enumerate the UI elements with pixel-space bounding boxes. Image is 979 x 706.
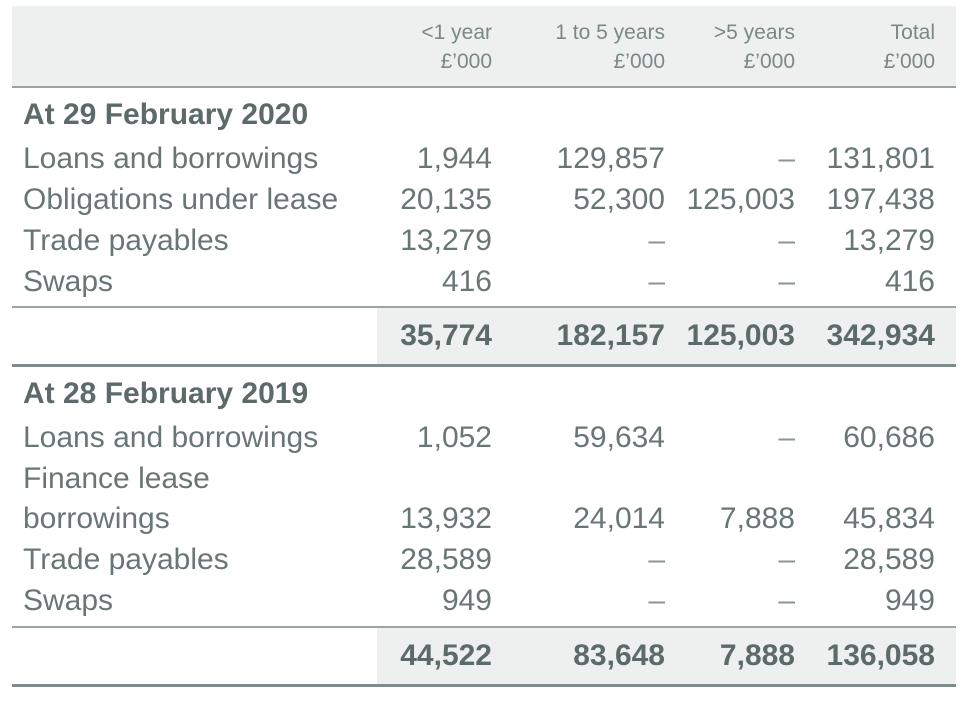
table-row [12,580,956,621]
table-header [12,6,956,88]
cell-total: 45,834 [843,502,935,535]
cell-1to5years: 52,300 [573,183,665,216]
header-unit: £’000 [440,50,492,73]
section-2019 [12,367,956,626]
cell-total: 131,801 [826,142,935,175]
header-unit: £’000 [743,50,795,73]
table-row [12,261,956,302]
row-label: Finance lease [23,462,210,495]
total-total: 342,934 [826,319,935,352]
cell-gt5years: – [778,421,795,454]
header-lt1year [377,18,492,76]
header-unit: £’000 [613,50,665,73]
cell-gt5years: – [778,142,795,175]
header-label: 1 to 5 years [555,21,665,44]
table-row [12,179,956,220]
row-label: Swaps [23,584,114,617]
total-lt1year: 44,522 [400,639,492,672]
table-row [12,220,956,261]
cell-1to5years: 24,014 [573,502,665,535]
section-title: At 28 February 2019 [23,377,309,410]
cell-1to5years: 59,634 [573,421,665,454]
row-label: borrowings [23,502,170,535]
liabilities-maturity-table [12,6,956,687]
cell-total: 197,438 [826,183,935,216]
cell-1to5years: – [648,543,665,576]
totals-row-2020 [12,306,956,367]
cell-lt1year: 1,944 [416,142,492,175]
total-1to5years: 182,157 [556,319,665,352]
cell-lt1year: 28,589 [400,543,492,576]
cell-gt5years: 7,888 [719,502,795,535]
table-row [12,417,956,458]
row-label: Obligations under lease [23,183,339,216]
cell-lt1year: 416 [441,265,492,298]
cell-total: 416 [884,265,935,298]
cell-total: 28,589 [843,543,935,576]
cell-lt1year: 13,279 [400,224,492,257]
cell-total: 13,279 [843,224,935,257]
total-gt5years: 125,003 [686,319,795,352]
cell-gt5years: 125,003 [686,183,795,216]
total-lt1year: 35,774 [400,319,492,352]
row-label: Trade payables [23,543,229,576]
cell-1to5years: – [648,224,665,257]
cell-total: 60,686 [843,421,935,454]
total-1to5years: 83,648 [573,639,665,672]
cell-gt5years: – [778,265,795,298]
cell-total: 949 [884,584,935,617]
header-label: <1 year [421,21,492,44]
header-total [795,18,935,76]
row-label: Loans and borrowings [23,421,319,454]
table-row [12,539,956,580]
cell-1to5years: – [648,584,665,617]
table-row [12,498,956,539]
cell-gt5years: – [778,224,795,257]
header-unit: £’000 [883,50,935,73]
row-label: Trade payables [23,224,229,257]
table-row [12,138,956,179]
table-row [12,458,956,499]
cell-lt1year: 13,932 [400,502,492,535]
row-label: Swaps [23,265,114,298]
cell-lt1year: 949 [441,584,492,617]
cell-gt5years: – [778,584,795,617]
row-label: Loans and borrowings [23,142,319,175]
cell-lt1year: 20,135 [400,183,492,216]
section-title: At 29 February 2020 [23,98,309,131]
totals-row-2019 [12,626,956,687]
header-gt5years [665,18,795,76]
header-label: >5 years [713,21,795,44]
cell-1to5years: – [648,265,665,298]
cell-gt5years: – [778,543,795,576]
header-1to5years [492,18,665,76]
section-2020 [12,88,956,306]
cell-1to5years: 129,857 [556,142,665,175]
total-gt5years: 7,888 [719,639,795,672]
cell-lt1year: 1,052 [416,421,492,454]
total-total: 136,058 [826,639,935,672]
header-label: Total [890,21,935,44]
